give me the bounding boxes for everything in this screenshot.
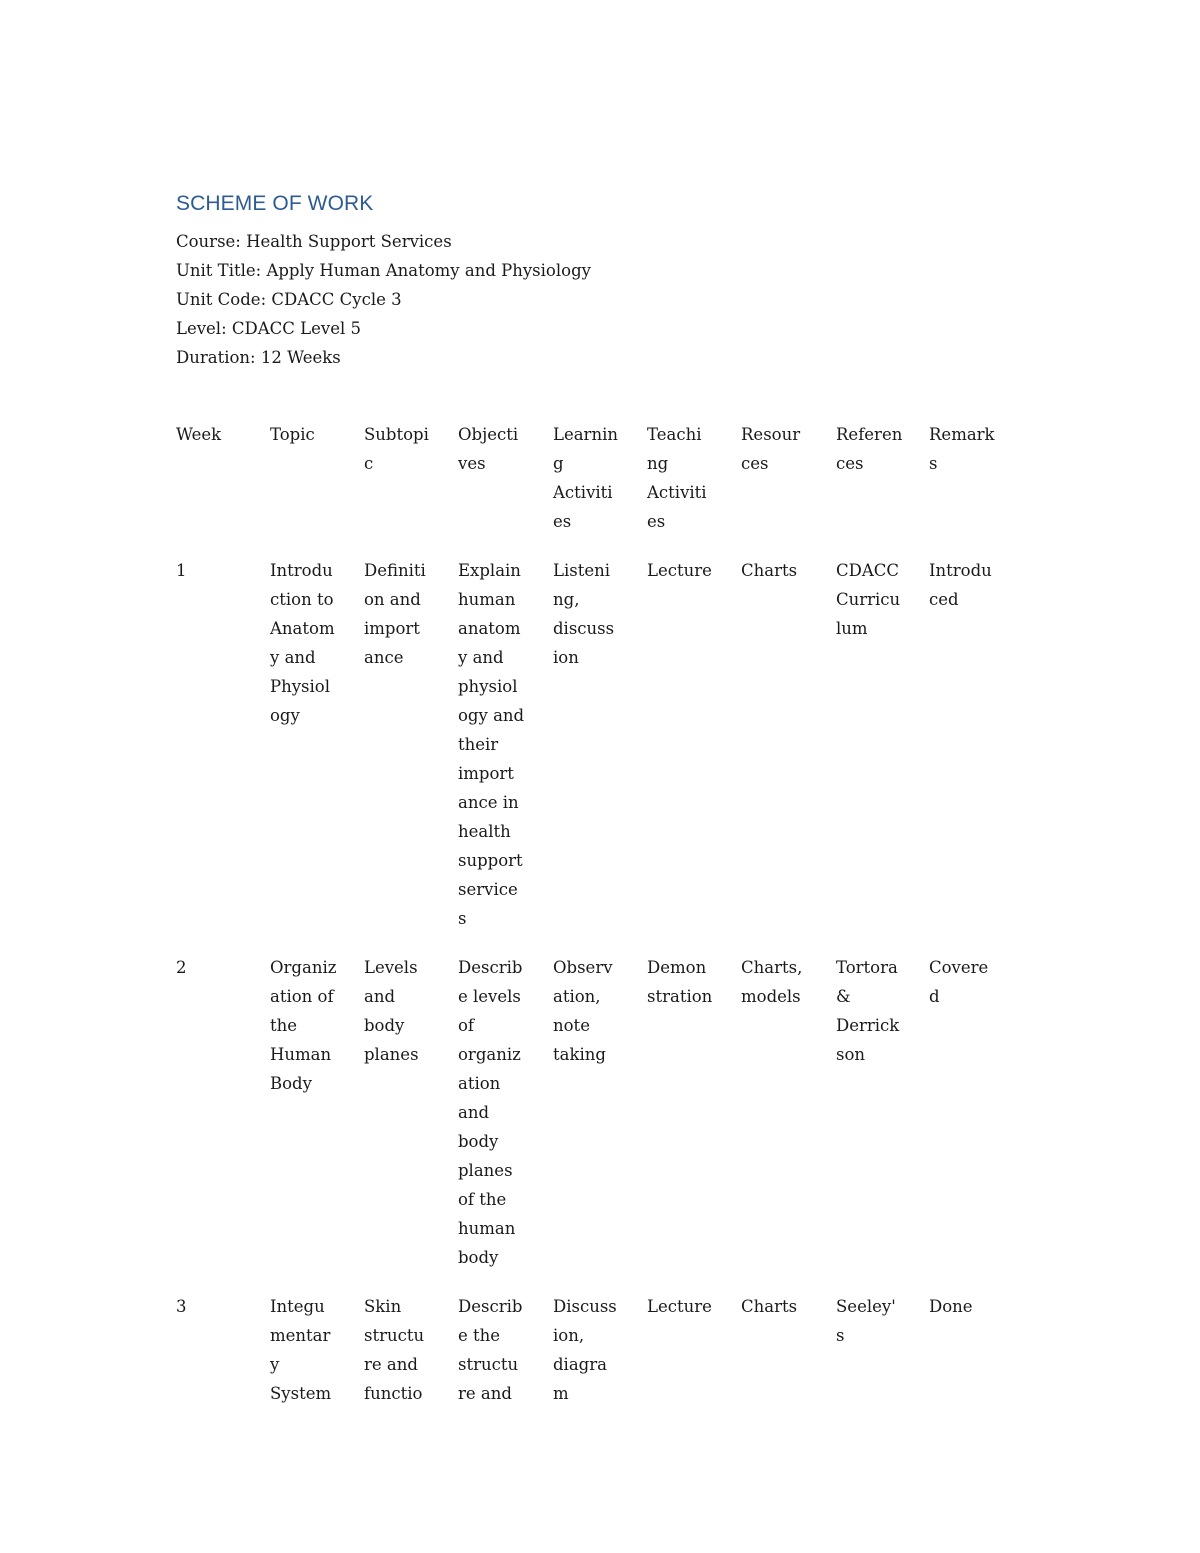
header-resources [741, 420, 831, 478]
cell-text: human [458, 590, 516, 609]
cell-text: body [364, 1016, 405, 1035]
cell-text: s [929, 454, 938, 473]
cell-references [836, 1292, 926, 1350]
cell-text: Remark [929, 425, 995, 444]
cell-objectives [458, 556, 548, 933]
cell-text: s [458, 909, 467, 928]
cell-text: lum [836, 619, 868, 638]
header-remarks [929, 420, 1019, 478]
cell-text: Skin [364, 1297, 402, 1316]
header-subtopic [364, 420, 454, 478]
cell-text: Topic [270, 425, 315, 444]
cell-text: Objecti [458, 425, 519, 444]
cell-text: y [270, 1355, 280, 1374]
cell-text: ation [458, 1074, 501, 1093]
cell-text: ance [364, 648, 404, 667]
cell-text: import [364, 619, 420, 638]
cell-text: Resour [741, 425, 801, 444]
cell-text: and [364, 987, 396, 1006]
cell-text: Teachi [647, 425, 702, 444]
cell-text: re and [364, 1355, 418, 1374]
cell-text: ogy [270, 706, 300, 725]
cell-text: re and [458, 1384, 512, 1403]
cell-objectives [458, 1292, 548, 1408]
cell-remarks [929, 556, 1019, 614]
cell-objectives [458, 953, 548, 1272]
header-objectives [458, 420, 548, 478]
cell-text: organiz [458, 1045, 521, 1064]
cell-text: Demon [647, 958, 707, 977]
duration-line: Duration: 12 Weeks [176, 348, 341, 367]
unit-code-line: Unit Code: CDACC Cycle 3 [176, 290, 402, 309]
cell-text: Discuss [553, 1297, 617, 1316]
cell-text: ation, [553, 987, 601, 1006]
cell-text: es [647, 512, 666, 531]
cell-text: Activiti [647, 483, 707, 502]
cell-text: Tortora [836, 958, 898, 977]
cell-text: e levels [458, 987, 521, 1006]
cell-text: models [741, 987, 801, 1006]
cell-text: Describ [458, 1297, 523, 1316]
cell-text: service [458, 880, 518, 899]
cell-text: ced [929, 590, 959, 609]
cell-text: their [458, 735, 499, 754]
cell-text: e the [458, 1326, 501, 1345]
cell-text: Introdu [270, 561, 333, 580]
cell-learning-activities [553, 556, 643, 672]
cell-text: d [929, 987, 940, 1006]
cell-references [836, 953, 926, 1069]
cell-text: g [553, 454, 564, 473]
header-topic [270, 420, 360, 449]
cell-text: anatom [458, 619, 521, 638]
course-details [176, 227, 591, 372]
cell-text: Definiti [364, 561, 426, 580]
header-learning-activities [553, 420, 643, 536]
cell-week [176, 953, 266, 982]
cell-text: mentar [270, 1326, 331, 1345]
cell-text: Done [929, 1297, 973, 1316]
cell-text: physiol [458, 677, 518, 696]
cell-text: Lecture [647, 561, 712, 580]
cell-text: discuss [553, 619, 615, 638]
cell-text: 2 [176, 958, 187, 977]
cell-text: ces [836, 454, 864, 473]
cell-text: ves [458, 454, 486, 473]
header-teaching-activities [647, 420, 737, 536]
cell-topic [270, 953, 360, 1098]
cell-remarks [929, 953, 1019, 1011]
cell-text: c [364, 454, 374, 473]
cell-topic [270, 1292, 360, 1408]
cell-text: body [458, 1248, 499, 1267]
unit-title-line: Unit Title: Apply Human Anatomy and Physiology [176, 261, 591, 280]
cell-text: Body [270, 1074, 312, 1093]
cell-text: functio [364, 1384, 423, 1403]
cell-text: import [458, 764, 514, 783]
cell-week [176, 556, 266, 585]
cell-subtopic [364, 556, 454, 672]
cell-text: planes [364, 1045, 419, 1064]
cell-text: CDACC [836, 561, 900, 580]
cell-text: Seeley' [836, 1297, 896, 1316]
cell-resources [741, 1292, 831, 1321]
cell-text: Curricu [836, 590, 901, 609]
cell-text: Charts, [741, 958, 803, 977]
cell-text: Lecture [647, 1297, 712, 1316]
cell-text: ion [553, 648, 579, 667]
cell-teaching-activities [647, 1292, 737, 1321]
cell-text: Listeni [553, 561, 611, 580]
cell-text: Human [270, 1045, 332, 1064]
cell-text: structu [458, 1355, 519, 1374]
cell-text: System [270, 1384, 332, 1403]
cell-text: son [836, 1045, 866, 1064]
cell-text: es [553, 512, 572, 531]
cell-text: ces [741, 454, 769, 473]
cell-text: note [553, 1016, 590, 1035]
cell-text: Describ [458, 958, 523, 977]
cell-text: ogy and [458, 706, 525, 725]
cell-text: body [458, 1132, 499, 1151]
cell-subtopic [364, 953, 454, 1069]
cell-text: Observ [553, 958, 613, 977]
cell-text: ng, [553, 590, 580, 609]
cell-text: Derrick [836, 1016, 900, 1035]
cell-text: & [836, 987, 851, 1006]
cell-text: Referen [836, 425, 903, 444]
cell-text: ance in [458, 793, 519, 812]
cell-text: ction to [270, 590, 334, 609]
cell-text: support [458, 851, 523, 870]
cell-text: Levels [364, 958, 418, 977]
cell-text: Physiol [270, 677, 331, 696]
cell-text: m [553, 1384, 569, 1403]
cell-text: Activiti [553, 483, 613, 502]
cell-text: Covere [929, 958, 989, 977]
cell-text: y and [270, 648, 316, 667]
cell-learning-activities [553, 1292, 643, 1408]
cell-learning-activities [553, 953, 643, 1069]
cell-text: stration [647, 987, 713, 1006]
cell-text: ng [647, 454, 669, 473]
cell-text: and [458, 1103, 490, 1122]
cell-text: ation of [270, 987, 334, 1006]
header-week [176, 420, 266, 449]
level-line: Level: CDACC Level 5 [176, 319, 361, 338]
cell-text: Charts [741, 1297, 798, 1316]
cell-text: Integu [270, 1297, 325, 1316]
cell-text: planes [458, 1161, 513, 1180]
cell-text: of the [458, 1190, 507, 1209]
cell-text: s [836, 1326, 845, 1345]
cell-text: Organiz [270, 958, 337, 977]
cell-text: 3 [176, 1297, 187, 1316]
cell-text: the [270, 1016, 298, 1035]
cell-topic [270, 556, 360, 730]
cell-text: human [458, 1219, 516, 1238]
cell-text: Subtopi [364, 425, 429, 444]
cell-references [836, 556, 926, 643]
cell-teaching-activities [647, 953, 737, 1011]
document-title: SCHEME OF WORK [176, 192, 374, 215]
cell-text: y and [458, 648, 504, 667]
course-line: Course: Health Support Services [176, 232, 452, 251]
header-references [836, 420, 926, 478]
cell-text: diagra [553, 1355, 607, 1374]
cell-text: on and [364, 590, 421, 609]
cell-text: of [458, 1016, 475, 1035]
cell-resources [741, 953, 831, 1011]
cell-text: Anatom [270, 619, 335, 638]
cell-text: ion, [553, 1326, 585, 1345]
cell-text: Learnin [553, 425, 618, 444]
cell-text: 1 [176, 561, 187, 580]
cell-text: Charts [741, 561, 798, 580]
cell-subtopic [364, 1292, 454, 1408]
cell-text: Week [176, 425, 222, 444]
cell-week [176, 1292, 266, 1321]
cell-resources [741, 556, 831, 585]
cell-text: structu [364, 1326, 425, 1345]
cell-text: health [458, 822, 511, 841]
cell-teaching-activities [647, 556, 737, 585]
cell-text: Explain [458, 561, 521, 580]
cell-text: Introdu [929, 561, 992, 580]
cell-text: taking [553, 1045, 606, 1064]
cell-remarks [929, 1292, 1019, 1321]
